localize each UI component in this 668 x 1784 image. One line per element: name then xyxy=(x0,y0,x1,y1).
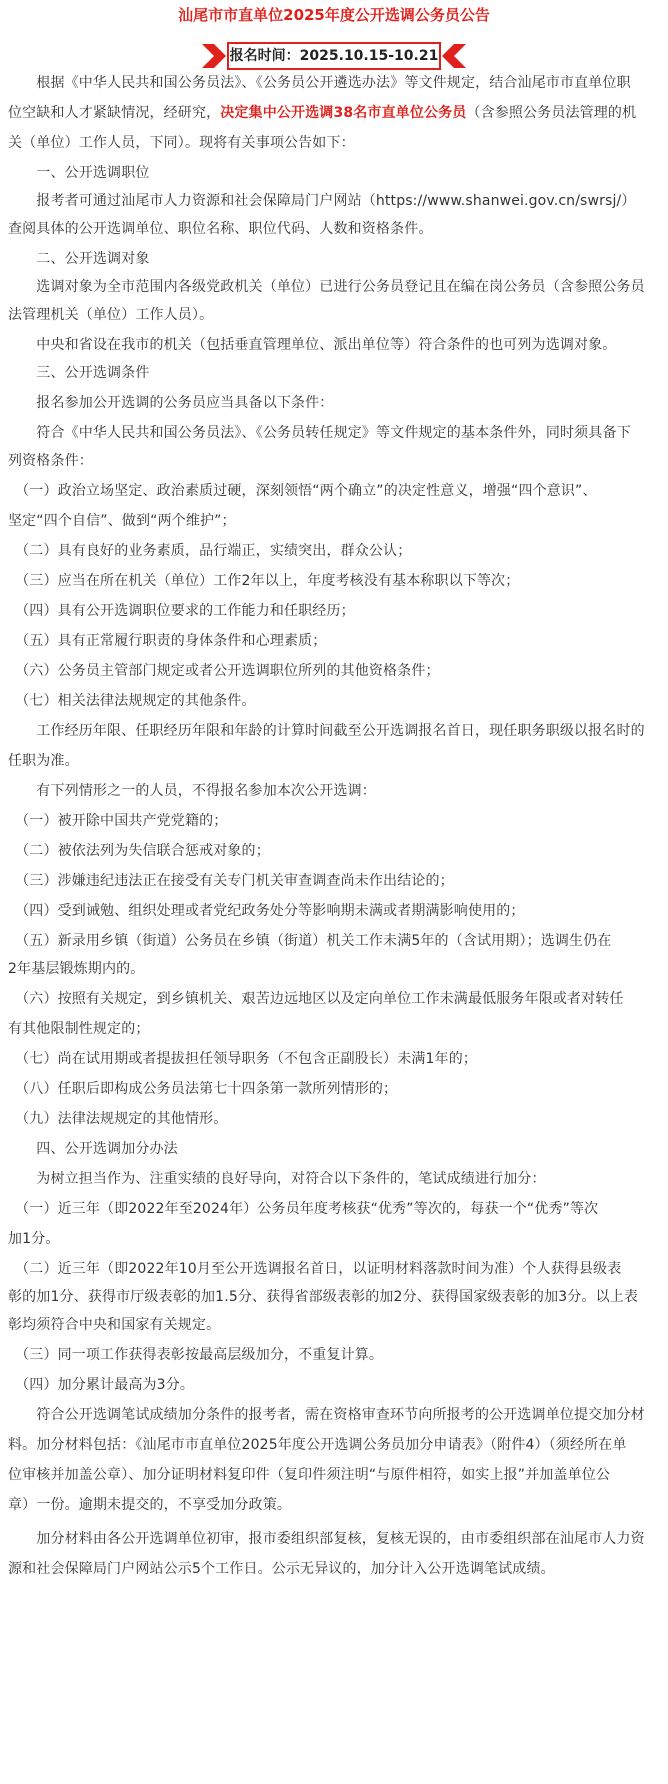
page-title: 汕尾市市直单位2025年度公开选调公务员公告 xyxy=(178,6,490,24)
paragraph-line xyxy=(8,158,660,188)
line-text: （七）相关法律法规规定的其他条件。 xyxy=(8,693,256,709)
line-text: （一）被开除中国共产党党籍的； xyxy=(8,813,228,829)
paragraph-line xyxy=(8,68,660,98)
line-text: 列资格条件： xyxy=(8,453,93,469)
line-text: （一）近三年（即2022年至2024年）公务员年度考核获“优秀”等次的，每获一个“优秀”等次 xyxy=(8,1201,599,1217)
line-text: 符合公开选调笔试成绩加分条件的报考者，需在资格审查环节向所报考的公开选调单位提交加分材 xyxy=(8,1407,645,1423)
paragraph-line xyxy=(8,926,660,956)
paragraph-line xyxy=(8,300,660,330)
paragraph-line xyxy=(8,1134,660,1164)
line-text: （五）具有正常履行职责的身体条件和心理素质； xyxy=(8,633,327,649)
paragraph-line xyxy=(8,1224,660,1254)
line-text: （三）应当在所在机关（单位）工作2年以上，年度考核没有基本称职以下等次； xyxy=(8,573,520,589)
paragraph-line xyxy=(8,128,660,158)
line-text: （二）具有良好的业务素质，品行端正，实绩突出，群众公认； xyxy=(8,543,412,559)
line-text: 法管理机关（单位）工作人员）。 xyxy=(8,307,214,323)
line-text: 彰均须符合中央和国家有关规定。 xyxy=(8,1317,221,1333)
paragraph-line xyxy=(8,98,660,128)
line-text: 根据《中华人民共和国公务员法》、《公务员公开遴选办法》等文件规定，结合汕尾市市直单位职 xyxy=(8,75,631,91)
line-text: 彰的加1分、获得市厅级表彰的加1.5分、获得省部级表彰的加2分、获得国家级表彰的加3分。以上表 xyxy=(8,1289,639,1305)
line-text: （四）受到诫勉、组织处理或者党纪政务处分等影响期未满或者期满影响使用的； xyxy=(8,903,525,919)
line-text: 查阅具体的公开选调单位、职位名称、职位代码、人数和资格条件。 xyxy=(8,221,433,237)
line-text: 源和社会保障局门户网站公示5个工作日。公示无异议的，加分计入公开选调笔试成绩。 xyxy=(8,1561,555,1577)
line-text: 2年基层锻炼期内的。 xyxy=(8,961,145,977)
paragraph-line xyxy=(8,1400,660,1430)
highlighted-text: 决定集中公开选调38名市直单位公务员 xyxy=(220,105,467,121)
line-text: 报名参加公开选调的公务员应当具备以下条件： xyxy=(8,395,334,411)
line-text: 工作经历年限、任职经历年限和年龄的计算时间截至公开选调报名首日，现任职务职级以报名时的 xyxy=(8,723,645,739)
line-text: （四）加分累计最高为3分。 xyxy=(8,1377,195,1393)
paragraph-line xyxy=(8,1554,660,1584)
line-text: 料。加分材料包括：《汕尾市市直单位2025年度公开选调公务员加分申请表》（附件4）（须经所在单 xyxy=(8,1437,627,1453)
paragraph-line xyxy=(8,836,660,866)
paragraph-line xyxy=(8,746,660,776)
line-text: （一）政治立场坚定、政治素质过硬，深刻领悟“两个确立”的决定性意义，增强“四个意识”、 xyxy=(8,483,597,499)
line-text: 关（单位）工作人员，下同）。现将有关事项公告如下： xyxy=(8,135,355,151)
paragraph-line xyxy=(8,1104,660,1134)
paragraph-line xyxy=(8,186,660,216)
paragraph-line xyxy=(8,1194,660,1224)
line-text: 坚定“四个自信”、做到“两个维护”； xyxy=(8,513,236,529)
paragraph-line xyxy=(8,358,660,388)
paragraph-line xyxy=(8,1460,660,1490)
paragraph-line xyxy=(8,418,660,448)
paragraph-line xyxy=(8,626,660,656)
line-text: （八）任职后即构成公务员法第七十四条第一款所列情形的； xyxy=(8,1081,398,1097)
line-text: （三）涉嫌违纪违法正在接受有关专门机关审查调查尚未作出结论的； xyxy=(8,873,454,889)
line-text: （三）同一项工作获得表彰按最高层级加分，不重复计算。 xyxy=(8,1347,384,1363)
paragraph-line xyxy=(8,566,660,596)
paragraph-line xyxy=(8,1430,660,1460)
line-text: 为树立担当作为、注重实绩的良好导向，对符合以下条件的，笔试成绩进行加分： xyxy=(8,1171,546,1187)
line-text: （六）按照有关规定，到乡镇机关、艰苦边远地区以及定向单位工作未满最低服务年限或者对转任 xyxy=(8,991,624,1007)
paragraph-line xyxy=(8,1340,660,1370)
line-text: （五）新录用乡镇（街道）公务员在乡镇（街道）机关工作未满5年的（含试用期）；选调生仍在 xyxy=(8,933,612,949)
line-text: （四）具有公开选调职位要求的工作能力和任职经历； xyxy=(8,603,355,619)
line-text: 章）一份。逾期未提交的，不享受加分政策。 xyxy=(8,1497,291,1513)
signup-time-text: 报名时间：2025.10.15-10.21 xyxy=(229,48,439,64)
paragraph-line xyxy=(8,1490,660,1520)
line-text: （二）被依法列为失信联合惩戒对象的； xyxy=(8,843,270,859)
line-text: 位审核并加盖公章）、加分证明材料复印件（复印件须注明“与原件相符，如实上报”并加盖单位公 xyxy=(8,1467,611,1483)
line-text: 二、公开选调对象 xyxy=(8,251,150,267)
line-text: 加分材料由各公开选调单位初审，报市委组织部复核，复核无误的，由市委组织部在汕尾市人力资 xyxy=(8,1531,645,1547)
paragraph-line xyxy=(8,272,660,302)
paragraph-line xyxy=(8,536,660,566)
line-text: 三、公开选调条件 xyxy=(8,365,150,381)
line-text: 中央和省设在我市的机关（包括垂直管理单位、派出单位等）符合条件的也可列为选调对象。 xyxy=(8,337,617,353)
line-text: 选调对象为全市范围内各级党政机关（单位）已进行公务员登记且在编在岗公务员（含参照公务员 xyxy=(8,279,645,295)
line-text: 位空缺和人才紧缺情况，经研究， xyxy=(8,105,221,121)
paragraph-line xyxy=(8,1254,660,1284)
paragraph-line xyxy=(8,1370,660,1400)
paragraph-line xyxy=(8,330,660,360)
line-text: 报考者可通过汕尾市人力资源和社会保障局门户网站（https://www.shanwei.gov.cn/swrsj/） xyxy=(8,193,636,209)
line-text: 有下列情形之一的人员，不得报名参加本次公开选调： xyxy=(8,783,376,799)
paragraph-line xyxy=(8,954,660,984)
line-text: 一、公开选调职位 xyxy=(8,165,150,181)
paragraph-line xyxy=(8,686,660,716)
paragraph-line xyxy=(8,716,660,746)
line-text: 加1分。 xyxy=(8,1231,60,1247)
paragraph-line xyxy=(8,656,660,686)
line-text: （六）公务员主管部门规定或者公开选调职位所列的其他资格条件； xyxy=(8,663,440,679)
paragraph-line xyxy=(8,1074,660,1104)
paragraph-line xyxy=(8,388,660,418)
signup-time-banner xyxy=(194,42,474,70)
line-text: （九）法律法规规定的其他情形。 xyxy=(8,1111,228,1127)
line-text: （七）尚在试用期或者提拔担任领导职务（不包含正副股长）未满1年的； xyxy=(8,1051,478,1067)
paragraph-line xyxy=(8,776,660,806)
paragraph-line xyxy=(8,1044,660,1074)
paragraph-line xyxy=(8,866,660,896)
paragraph-line xyxy=(8,1282,660,1312)
line-text: 有其他限制性规定的； xyxy=(8,1021,150,1037)
paragraph-line xyxy=(8,214,660,244)
paragraph-line xyxy=(8,1164,660,1194)
paragraph-line xyxy=(8,1014,660,1044)
paragraph-line xyxy=(8,806,660,836)
line-text: 符合《中华人民共和国公务员法》、《公务员转任规定》等文件规定的基本条件外，同时须具备下 xyxy=(8,425,631,441)
paragraph-line xyxy=(8,1310,660,1340)
paragraph-line xyxy=(8,506,660,536)
paragraph-line xyxy=(8,1524,660,1554)
paragraph-line xyxy=(8,446,660,476)
paragraph-line xyxy=(8,896,660,926)
line-text: 四、公开选调加分办法 xyxy=(8,1141,178,1157)
line-text: （二）近三年（即2022年10月至公开选调报名首日，以证明材料落款时间为准）个人获得县级表 xyxy=(8,1261,622,1277)
line-text: 任职为准。 xyxy=(8,753,79,769)
line-text: （含参照公务员法管理的机 xyxy=(466,105,637,121)
paragraph-line xyxy=(8,984,660,1014)
paragraph-line xyxy=(8,244,660,274)
paragraph-line xyxy=(8,476,660,506)
paragraph-line xyxy=(8,596,660,626)
